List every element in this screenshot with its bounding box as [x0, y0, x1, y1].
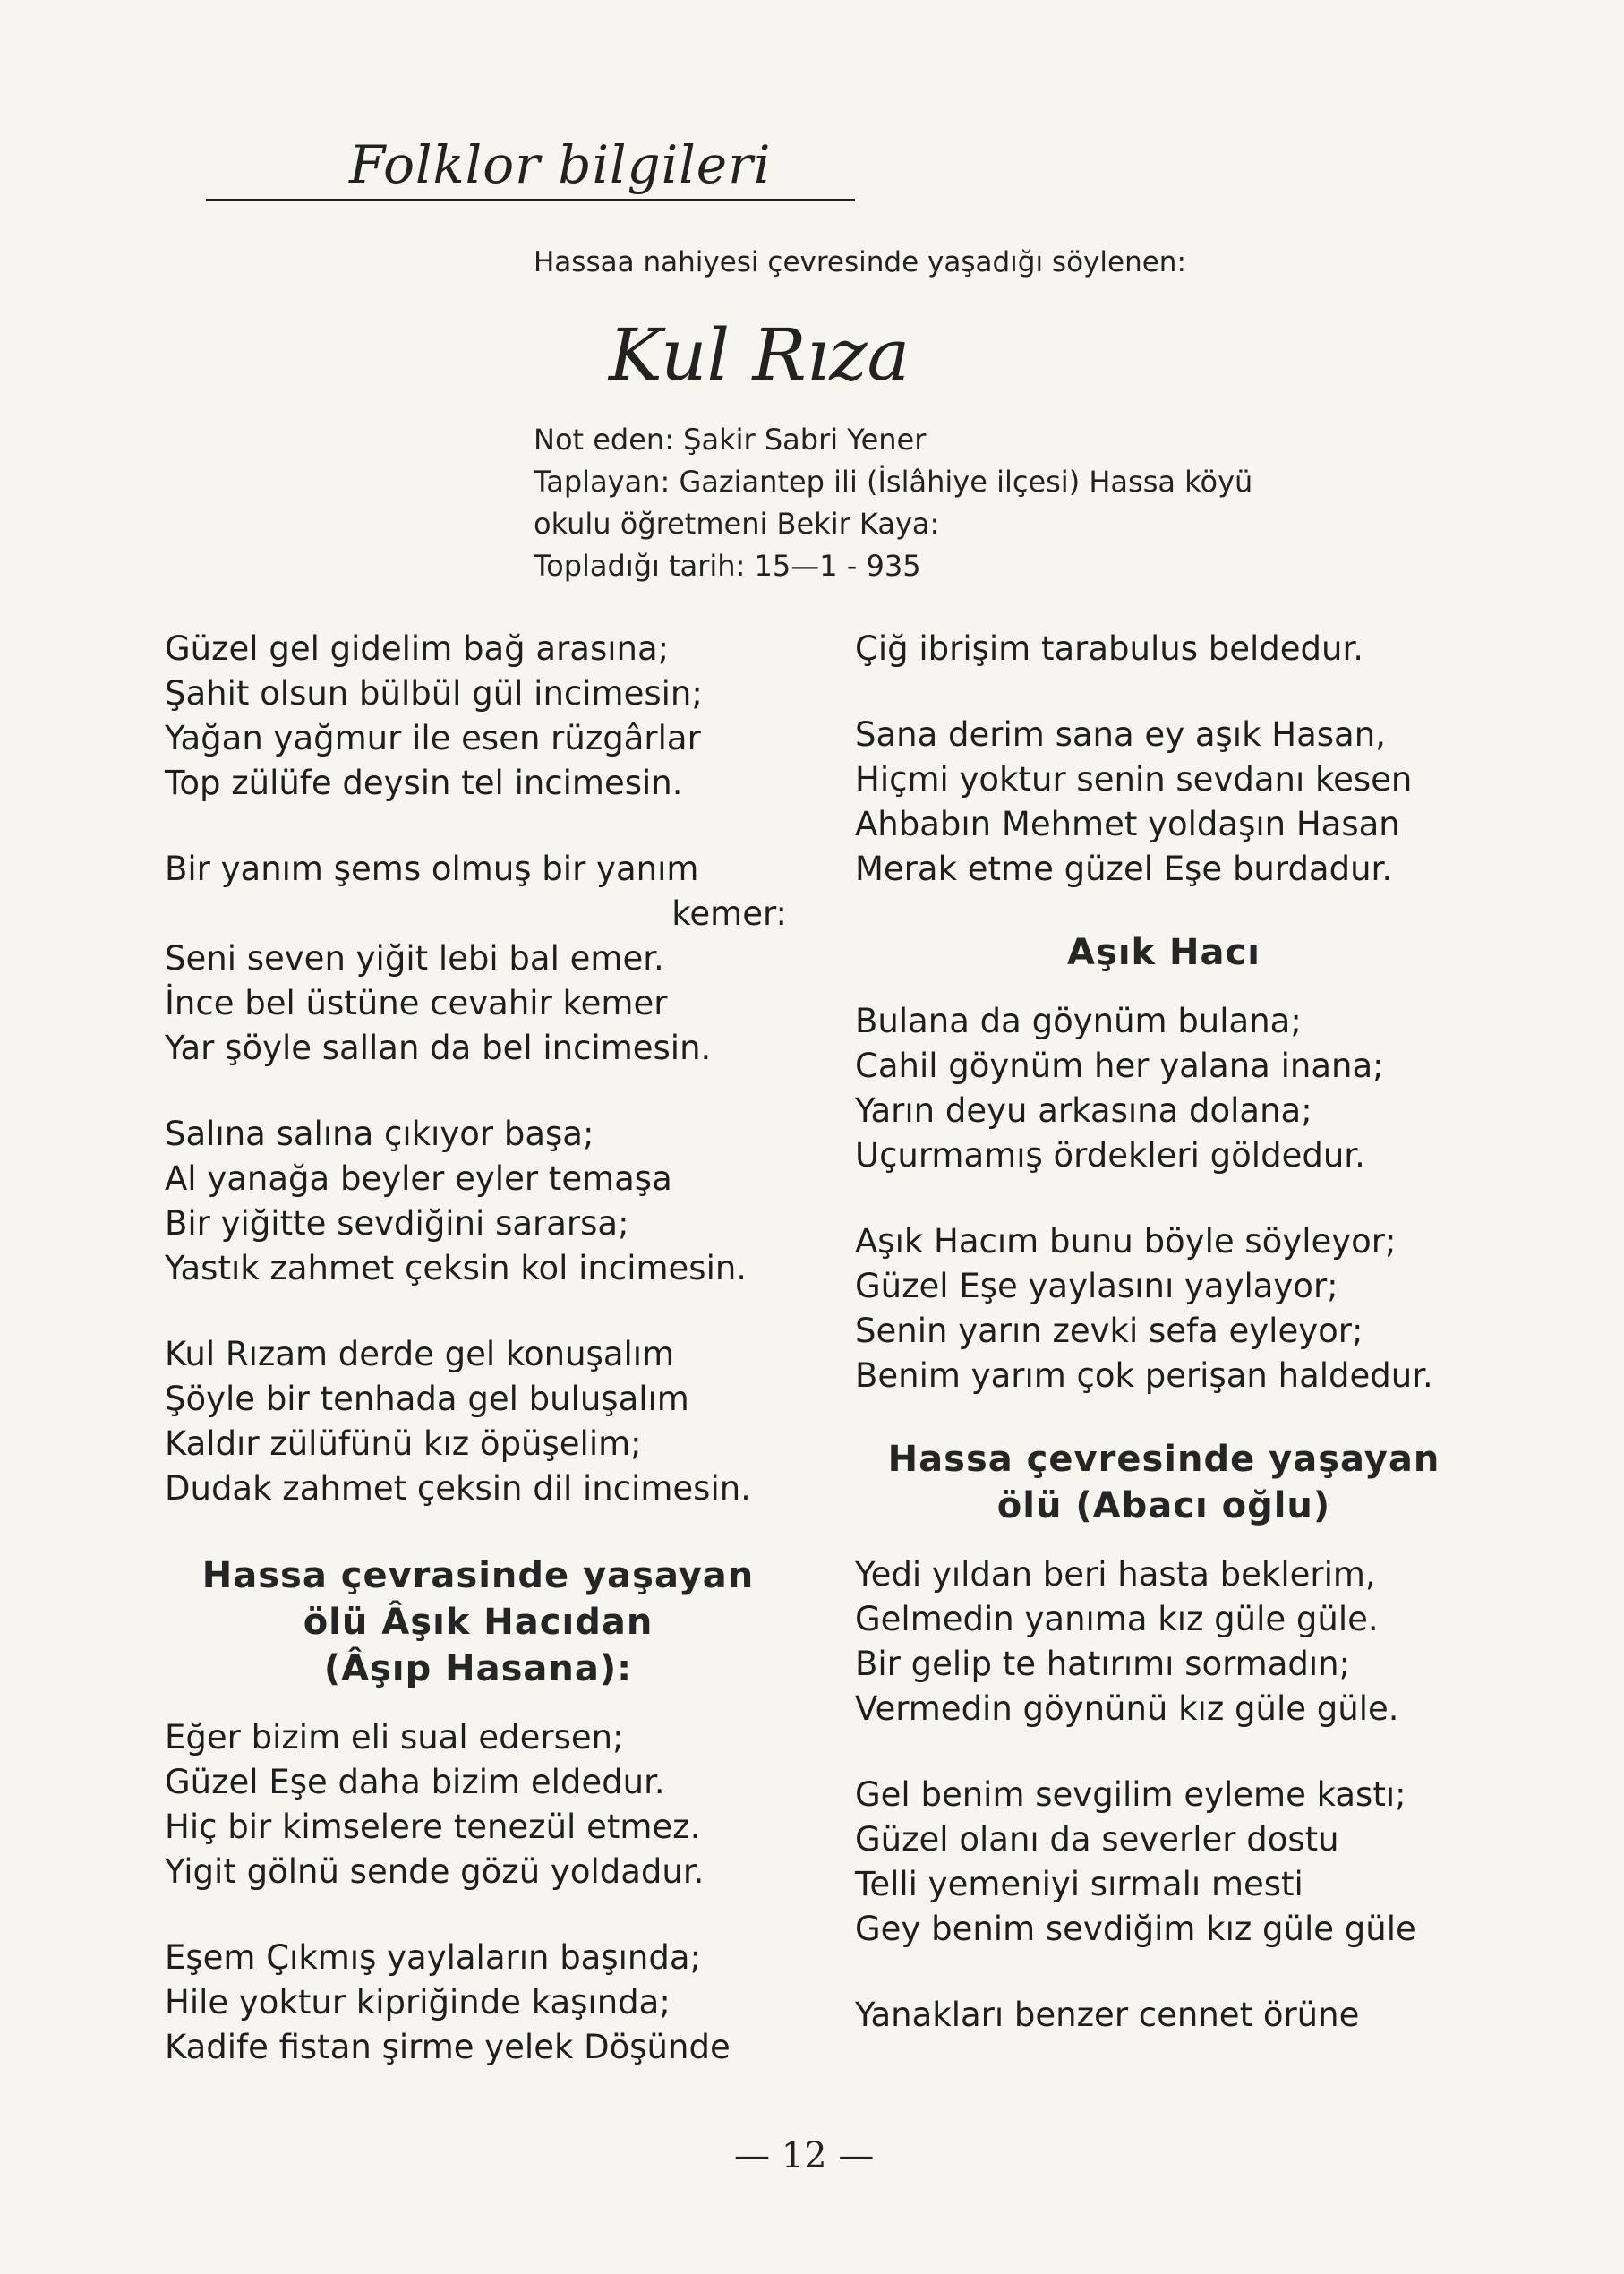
verse-line: Yigit gölnü sende gözü yoldadur. — [165, 1852, 705, 1891]
verse-line: Yanakları benzer cennet örüne — [855, 1996, 1360, 2034]
verse-line: Şahit olsun bülbül gül incimesin; — [165, 674, 703, 713]
verse-line: Gey benim sevdiğim kız güle güle — [855, 1910, 1416, 1948]
verse-line-continuation: kemer: — [671, 894, 787, 933]
verse-line: Al yanağa beyler eyler temaşa — [165, 1159, 672, 1198]
verse-line: Yastık zahmet çeksin kol incimesin. — [165, 1249, 748, 1287]
heading-line: ölü Âşık Hacıdan — [303, 1602, 654, 1643]
verse-line: İnce bel üstüne cevahir kemer — [165, 984, 668, 1022]
verse-line: Benim yarım çok perişan haldedur. — [855, 1356, 1433, 1395]
left-stanza-6 — [165, 1936, 791, 2070]
right-stanza-6 — [855, 1773, 1473, 1952]
verse-line: Ahbabın Mehmet yoldaşın Hasan — [855, 805, 1400, 843]
verse-line: Gel benim sevgilim eyleme kastı; — [855, 1775, 1406, 1814]
verse-line: Kaldır zülüfünü kız öpüşelim; — [165, 1424, 642, 1463]
verse-line: Güzel Eşe yaylasını yaylayor; — [855, 1267, 1338, 1305]
verse-line: Aşık Hacım bunu böyle söyleyor; — [855, 1222, 1397, 1261]
noted-by: Not eden: Şakir Sabri Yener — [534, 423, 927, 457]
heading-line: Aşık Hacı — [1067, 932, 1261, 973]
verse-line: Yağan yağmur ile esen rüzgârlar — [165, 719, 701, 757]
intro-text: Hassaa nahiyesi çevresinde yaşadığı söylenen: — [534, 246, 1186, 278]
poem-title: Kul Rıza — [609, 313, 910, 397]
verse-line: Eşem Çıkmış yaylaların başında; — [165, 1938, 701, 1977]
left-stanza-3 — [165, 1112, 791, 1291]
verse-line: Çiğ ibrişim tarabulus beldedur. — [855, 629, 1364, 668]
verse-line: Uçurmamış ördekleri göldedur. — [855, 1136, 1365, 1175]
right-stanza-1 — [855, 627, 1473, 671]
verse-line: Yar şöyle sallan da bel incimesin. — [165, 1029, 712, 1067]
right-column — [855, 627, 1473, 2079]
verse-line: Hile yoktur kipriğinde kaşında; — [165, 1983, 671, 2022]
right-stanza-7 — [855, 1993, 1473, 2038]
verse-line: Güzel Eşe daha bizim eldedur. — [165, 1763, 665, 1801]
collector-line-2: okulu öğretmeni Bekir Kaya: — [534, 507, 940, 541]
left-stanza-1 — [165, 627, 791, 806]
verse-line: Telli yemeniyi sırmalı mesti — [855, 1865, 1303, 1903]
verse-line: Vermedin göynünü kız güle güle. — [855, 1689, 1399, 1728]
verse-line: Seni seven yiğit lebi bal emer. — [165, 939, 664, 978]
verse-line: Dudak zahmet çeksin dil incimesin. — [165, 1469, 751, 1508]
verse-line: Eğer bizim eli sual edersen; — [165, 1718, 624, 1757]
right-stanza-5 — [855, 1552, 1473, 1731]
verse-line: Merak etme güzel Eşe burdadur. — [855, 850, 1393, 888]
right-stanza-2 — [855, 713, 1473, 892]
right-stanza-4 — [855, 1219, 1473, 1398]
section-heading-asik-haci — [855, 929, 1473, 976]
verse-line: Kul Rızam derde gel konuşalım — [165, 1335, 675, 1373]
collection-date: Topladığı tarih: 15—1 - 935 — [534, 549, 921, 583]
heading-line: ölü (Abacı oğlu) — [996, 1485, 1331, 1526]
verse-line: Top zülüfe deysin tel incimesin. — [165, 764, 683, 802]
collector-line-1: Taplayan: Gaziantep ili (İslâhiye ilçesi) Hassa köyü — [534, 465, 1253, 499]
verse-line: Sana derim sana ey aşık Hasan, — [855, 715, 1386, 754]
verse-line: Yedi yıldan beri hasta beklerim, — [855, 1555, 1376, 1594]
heading-line: (Âşıp Hasana): — [323, 1648, 633, 1689]
verse-line: Bir yanım şems olmuş bir yanım — [165, 850, 699, 888]
verse-line: Güzel olanı da severler dostu — [855, 1820, 1339, 1859]
left-stanza-5 — [165, 1715, 791, 1894]
left-column — [165, 627, 791, 2111]
section-heading-hacidan — [165, 1552, 791, 1692]
page-number: — 12 — — [734, 2135, 875, 2176]
verse-line: Yarın deyu arkasına dolana; — [855, 1091, 1312, 1130]
section-heading-abaci-oglu — [855, 1436, 1473, 1529]
verse-line: Bir yiğitte sevdiğini sararsa; — [165, 1204, 629, 1243]
verse-line: Senin yarın zevki sefa eyleyor; — [855, 1312, 1363, 1350]
right-stanza-3 — [855, 999, 1473, 1178]
verse-line: Kadife fistan şirme yelek Döşünde — [165, 2028, 731, 2066]
left-stanza-4 — [165, 1332, 791, 1511]
verse-line: Güzel gel gidelim bağ arasına; — [165, 629, 670, 668]
heading-line: Hassa çevrasinde yaşayan — [201, 1555, 755, 1596]
verse-line: Gelmedin yanıma kız güle güle. — [855, 1600, 1379, 1638]
header-rule — [206, 199, 855, 201]
verse-line: Cahil göynüm her yalana inana; — [855, 1047, 1384, 1085]
verse-line: Hiç bir kimselere tenezül etmez. — [165, 1808, 701, 1846]
heading-line: Hassa çevresinde yaşayan — [887, 1439, 1440, 1480]
verse-line: Hiçmi yoktur senin sevdanı kesen — [855, 760, 1413, 799]
verse-line: Bir gelip te hatırımı sormadın; — [855, 1645, 1351, 1683]
verse-line: Şöyle bir tenhada gel buluşalım — [165, 1380, 689, 1418]
verse-line: Salına salına çıkıyor başa; — [165, 1115, 594, 1153]
running-title: Folklor bilgileri — [349, 134, 772, 195]
left-stanza-2 — [165, 847, 791, 1071]
verse-line: Bulana da göynüm bulana; — [855, 1002, 1302, 1040]
meta-block — [534, 419, 1252, 587]
